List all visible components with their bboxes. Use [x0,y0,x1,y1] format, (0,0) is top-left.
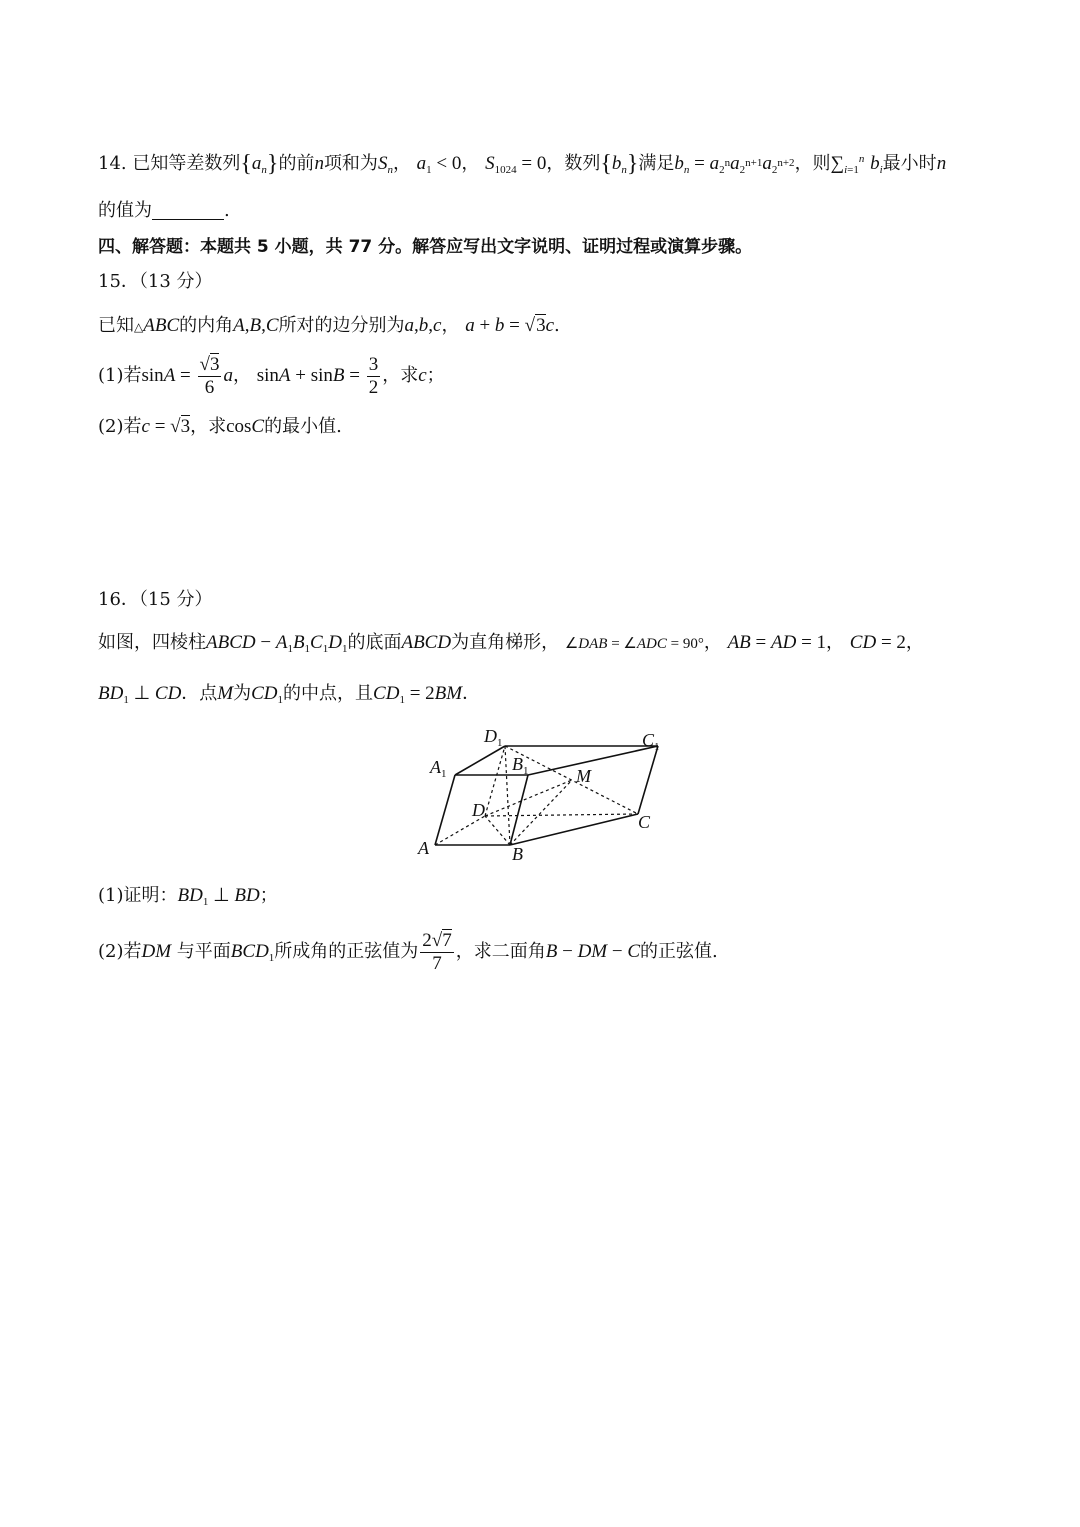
q15-intro: 已知△ABC的内角A,B,C所对的边分别为a,b,c， a + b = √3c. [98,315,560,336]
q16-line1: 如图，四棱柱ABCD − $A_1B_1C_1D_1$的底面ABCD为直角梯形， ∠DAB = ∠ADC = 90°， AB = AD = 1， CD = 2， [98,632,924,655]
section-4-heading: 四、解答题：本题共 5 小题，共 77 分。解答应写出文字说明、证明过程或演算步骤。 [98,237,753,257]
label-B: B [512,844,523,864]
answer-blank[interactable] [152,199,224,220]
label-C1: $C_1$ [642,730,660,753]
edge-B1-C1 [528,746,658,775]
q15-part1: (1)若sinA = $\frac{√3}{6}$ a， sinA + sinB = $\frac{3}{2}$ ，求c； [98,353,445,398]
label-D1: $D_1$ [484,726,503,749]
q16-line2: $BD_1$ ⊥ CD．点M为$CD_1$的中点，且$CD_1 = 2BM$． [98,683,481,706]
q16-header: 16．（15 分） [98,589,213,610]
edge-B-D1 [505,746,510,845]
edge-B-C [510,814,638,845]
label-A: A [418,838,429,858]
q16-part2: (2)若DM 与平面$BCD_1$所成角的正弦值为 $\frac{2√7}{7}$ ，求二面角B − DM − C的正弦值. [98,929,718,974]
q14-number: 14. [98,153,127,174]
label-C: C [638,812,651,832]
edge-D1-C [505,746,638,814]
q15-part2: (2)若c = √3，求cosC的最小值. [98,416,342,437]
label-D: D [472,800,485,820]
edge-A1-D1 [455,746,505,775]
q15-header: 15．（13 分） [98,271,213,292]
edge-C-C1 [638,746,658,814]
edge-D-M [485,780,572,816]
label-M: M [576,766,591,786]
q14-line2: 的值为 . [98,200,230,221]
edge-B-M [510,780,572,845]
edge-B-B1 [510,775,528,845]
label-B1: $B_1$ [512,754,529,777]
q16-part1: (1)证明：$BD_1$ ⊥ BD； [98,885,278,908]
prism-figure [410,720,670,870]
label-A1: $A_1$ [430,757,447,780]
edge-B-D [485,816,510,845]
q14-line1: 14. 已知等差数列$\{a_n\}$的前n项和为$S_n$， $a_1 < 0$， $S_{1024} = 0$，数列$\{b_n\}$满足$b_n = a_{2n}a_{2n+1}a_{2n+2}$，则$\sum_{i=1}^n$ $b_i$最小时n [98,151,947,177]
